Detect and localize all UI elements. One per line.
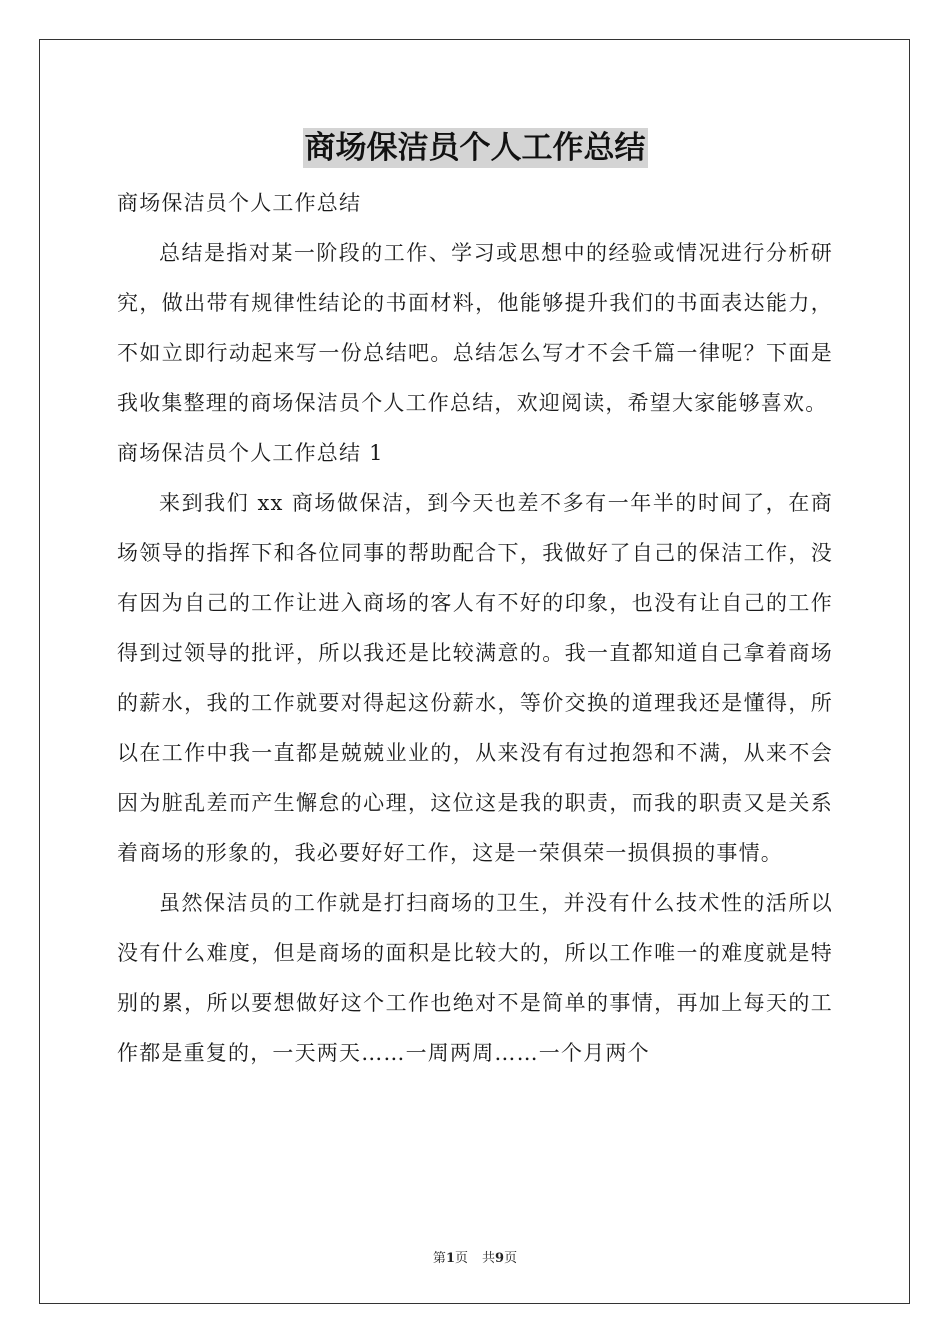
section-heading: 商场保洁员个人工作总结 1 bbox=[117, 441, 384, 465]
page-suffix: 页 bbox=[454, 1251, 468, 1266]
page-footer bbox=[0, 1247, 950, 1266]
body-paragraph: 虽然保洁员的工作就是打扫商场的卫生，并没有什么技术性的活所以没有什么难度，但是商场的面积是比较大的，所以工作唯一的难度就是特别的累，所以要想做好这个工作也绝对不是简单的事情，再加上每天的工作都是重复的，一天两天……一周两周……一个月两个 bbox=[117, 891, 833, 1065]
document-title: 商场保洁员个人工作总结 bbox=[304, 130, 646, 166]
title-container bbox=[0, 128, 950, 168]
total-prefix: 共 bbox=[482, 1251, 496, 1266]
body-paragraph: 来到我们 xx 商场做保洁，到今天也差不多有一年半的时间了，在商场领导的指挥下和各位同事的帮助配合下，我做好了自己的保洁工作，没有因为自己的工作让进入商场的客人有不好的印象，也没有让自己的工作得到过领导的批评，所以我还是比较满意的。我一直都知道自己拿着商场的薪水，我的工作就要对得起这份薪水，等价交换的道理我还是懂得，所以在工作中我一直都是兢兢业业的，从来没有有过抱怨和不满，从来不会因为脏乱差而产生懈怠的心理，这位这是我的职责，而我的职责又是关系着商场的形象的，我必要好好工作，这是一荣俱荣一损俱损的事情。 bbox=[117, 491, 833, 865]
total-suffix: 页 bbox=[504, 1251, 518, 1266]
intro-paragraph: 总结是指对某一阶段的工作、学习或思想中的经验或情况进行分析研究，做出带有规律性结论的书面材料，他能够提升我们的书面表达能力，不如立即行动起来写一份总结吧。总结怎么写才不会千篇一律呢？下面是我收集整理的商场保洁员个人工作总结，欢迎阅读，希望大家能够喜欢。 bbox=[117, 241, 833, 415]
page-total: 9 bbox=[495, 1251, 505, 1266]
page-prefix: 第 bbox=[432, 1251, 446, 1266]
subtitle-paragraph: 商场保洁员个人工作总结 bbox=[117, 191, 362, 215]
document-body bbox=[117, 178, 833, 1078]
page-current: 1 bbox=[445, 1251, 455, 1266]
